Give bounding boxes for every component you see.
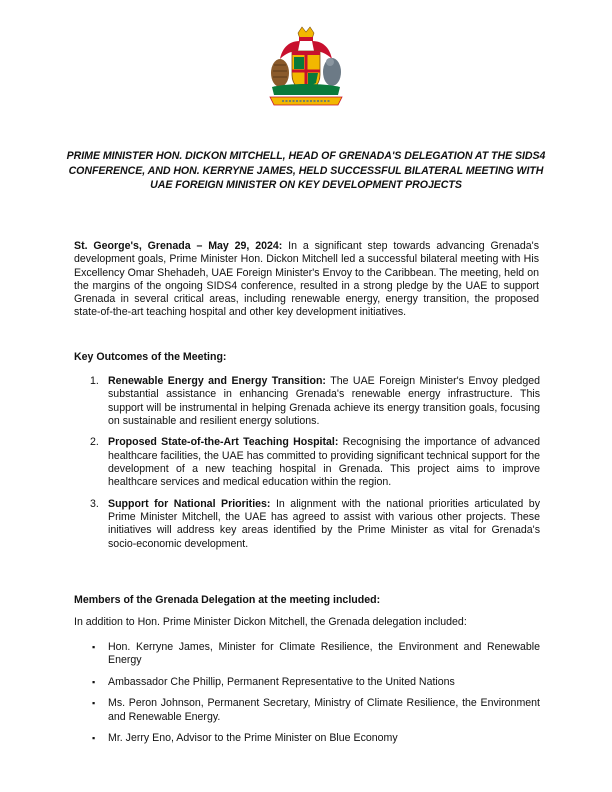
delegation-heading: Members of the Grenada Delegation at the meeting included: [74,594,381,606]
outcome-item [90,375,540,428]
delegation-member-text: Ambassador Che Phillip, Permanent Representative to the United Nations [108,675,455,688]
crest-motto-scroll [270,97,342,105]
bullet-icon: ▪ [92,698,96,709]
grenada-coat-of-arms [258,25,354,109]
bullet-icon: ▪ [92,642,96,652]
crest-armadillo [271,59,289,87]
outcome-item [90,436,540,489]
delegation-intro: In addition to Hon. Prime Minister Dickon Mitchell, the Grenada delegation included: [74,616,467,628]
outcome-text: In alignment with the national priorities articulated by Prime Minister Mitchell, the UAE has agreed to assist with various other projects. These initiatives will address key areas identified by the Prime Minister as vital for Grenada's socio-economic development. [108,497,540,550]
bullet-icon: ▪ [92,733,96,744]
outcome-text: Recognising the importance of advanced healthcare facilities, the UAE has committed to providing significant technical support for the development of a new teaching hospital in Grenada. This project aims to improve healthcare services and medical education within the region. [108,436,540,489]
outcomes-list [90,375,540,559]
delegation-member [90,732,540,745]
outcome-text: The UAE Foreign Minister's Envoy pledged substantial assistance in enhancing Grenada's renewable energy infrastructure. This support will be instrumental in helping Grenada achieve its energy transition goals, focusing on sustainable and resilient energy solutions. [108,375,540,427]
delegation-member [90,641,540,668]
lead-paragraph [74,240,539,320]
outcomes-heading: Key Outcomes of the Meeting: [74,351,227,363]
lead-paragraph-text: In a significant step towards advancing Grenada's development goals, Prime Minister Hon. Dickon Mitchell led a successful bilateral meeting with His Excellency Omar Shehadeh, UAE Foreign Minister's Envoy to the Caribbean. The meeting, held on the margins of the ongoing SIDS4 conference, resulted in a strong pledge by the UAE to support Grenada in several critical areas, including renewable energy, energy transition, the proposed state-of-the-art teaching hospital and other key development initiatives. [74,240,539,319]
delegation-members-list [90,641,540,754]
delegation-member [90,697,540,724]
delegation-member-text: Ms. Peron Johnson, Permanent Secretary, Ministry of Climate Resilience, the Environment and Renewable Energy. [108,697,540,723]
press-release-headline: PRIME MINISTER HON. DICKON MITCHELL, HEAD OF GRENADA'S DELEGATION AT THE SIDS4 CONFERENCE, AND HON. KERRYNE JAMES, HELD SUCCESSFUL BILATERAL MEETING WITH UAE FOREIGN MINISTER ON KEY DEVELOPMENT PROJECTS [66,150,546,192]
outcome-title: Renewable Energy and Energy Transition: [108,375,326,387]
outcome-item [90,498,540,551]
delegation-member-text: Hon. Kerryne James, Minister for Climate Resilience, the Environment and Renewable Energy [108,641,540,667]
outcome-number: 1. [90,375,99,387]
dateline: St. George's, Grenada – May 29, 2024: [74,240,283,252]
bullet-icon: ▪ [92,676,96,687]
delegation-member-text: Mr. Jerry Eno, Advisor to the Prime Minister on Blue Economy [108,732,398,745]
outcome-number: 2. [90,436,99,449]
outcome-title: Support for National Priorities: [108,497,271,510]
delegation-member [90,676,540,689]
outcome-number: 3. [90,497,99,510]
outcome-title: Proposed State-of-the-Art Teaching Hospital: [108,436,339,449]
crest-crown-band [299,37,313,41]
crest-compartment [272,84,340,95]
